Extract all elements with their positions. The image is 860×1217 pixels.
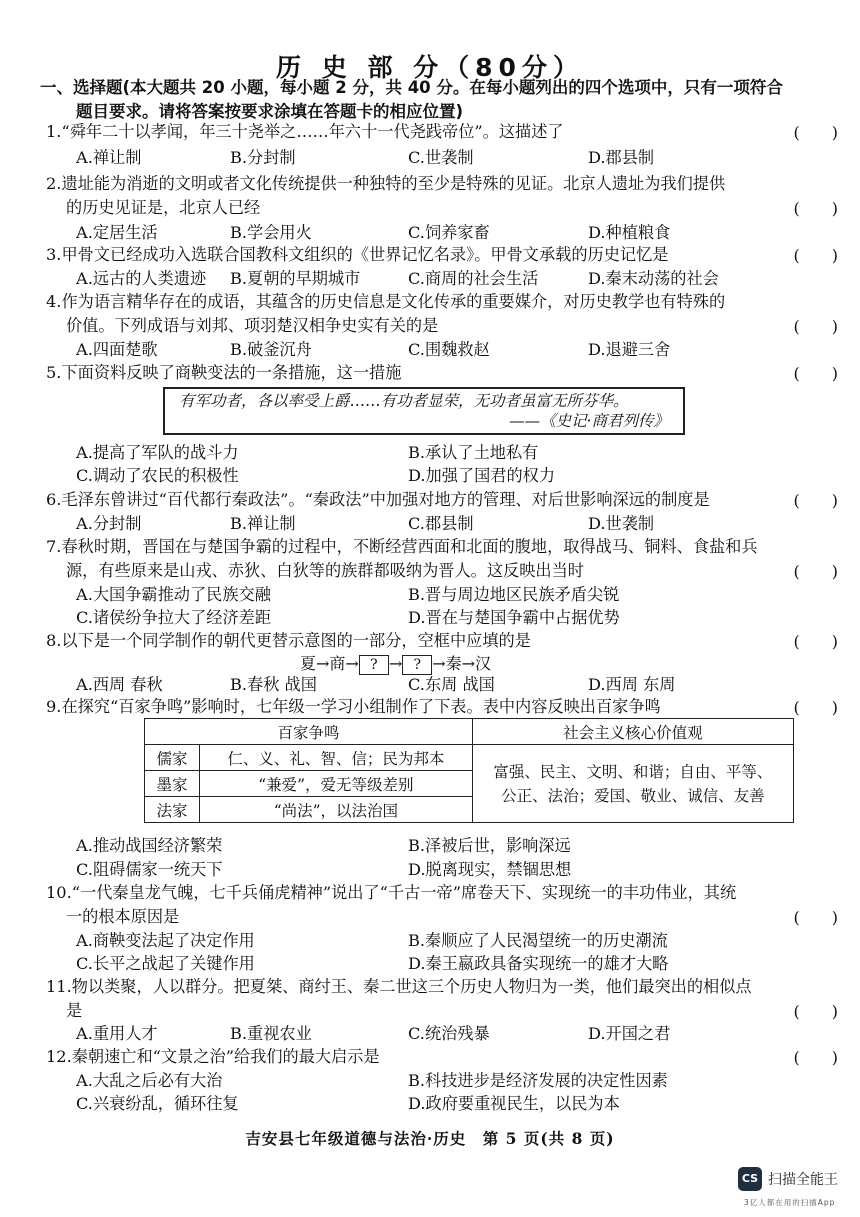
answer-bracket: ( ) (793, 123, 838, 142)
option-c: C.长平之战起了关键作用 (76, 954, 255, 973)
table-header-row (145, 719, 794, 745)
option-b: B.禅让制 (230, 514, 296, 533)
option-a: A.提高了军队的战斗力 (76, 443, 239, 462)
option-a: A.远古的人类遗迹 (76, 269, 207, 288)
idea-cell: “兼爱”，爱无等级差别 (200, 771, 473, 797)
answer-bracket: ( ) (793, 317, 838, 336)
option-b: B.破釜沉舟 (230, 340, 312, 359)
question-10 (46, 881, 806, 929)
question-text: 7.春秋时期，晋国在与楚国争霸的过程中，不断经营西面和北面的腹地，取得战马、铜料、食盐和兵 (46, 537, 758, 556)
option-d: D.晋在与楚国争霸中占据优势 (408, 608, 620, 627)
answer-bracket: ( ) (793, 246, 838, 265)
table-header: 社会主义核心价值观 (472, 719, 793, 745)
answer-bracket: ( ) (793, 199, 838, 218)
question-1 (46, 120, 806, 144)
camscanner-logo-icon: CS (738, 1167, 762, 1191)
option-a: A.推动战国经济繁荣 (76, 836, 223, 855)
dynasty-sequence (300, 651, 491, 675)
option-a: A.大国争霸推动了民族交融 (76, 585, 271, 604)
core-values-line-1: 富强、民主、文明、和谐；自由、平等、 (493, 762, 773, 781)
option-d: D.秦王嬴政具备实现统一的雄才大略 (408, 954, 669, 973)
blank-box-2: ? (402, 655, 432, 675)
option-c: C.统治残暴 (408, 1024, 490, 1043)
answer-bracket: ( ) (793, 908, 838, 927)
option-c: C.诸侯纷争拉大了经济差距 (76, 608, 272, 627)
option-a: A.大乱之后必有大治 (76, 1071, 223, 1090)
question-9 (46, 695, 806, 719)
option-c: C.东周 战国 (408, 675, 495, 694)
option-d: D.开国之君 (588, 1024, 671, 1043)
table-header: 百家争鸣 (145, 719, 473, 745)
answer-bracket: ( ) (793, 562, 838, 581)
question-text: 1.“舜年二十以孝闻，年三十尧举之……年六十一代尧践帝位”。这描述了 (46, 122, 564, 141)
option-b: B.晋与周边地区民族矛盾尖锐 (408, 585, 620, 604)
watermark-tagline: 3亿人都在用的扫描App (744, 1198, 836, 1207)
question-text-cont: 价值。下列成语与刘邦、项羽楚汉相争史实有关的是 (66, 316, 439, 335)
option-d: D.西周 东周 (588, 675, 676, 694)
question-text-cont: 的历史见证是，北京人已经 (66, 198, 261, 217)
table-row (145, 745, 794, 771)
section-line-2: 题目要求。请将答案按要求涂填在答题卡的相应位置) (76, 102, 464, 121)
option-c: C.兴衰纷乱，循环往复 (76, 1094, 239, 1113)
option-c: C.世袭制 (408, 148, 474, 167)
option-b: B.春秋 战国 (230, 675, 317, 694)
section-instructions (40, 76, 810, 124)
question-text: 10.“一代秦皇龙气魄，七千兵俑虎精神”说出了“千古一帝”席卷天下、实现统一的丰功伟业，其统 (46, 883, 737, 902)
option-c: C.商周的社会生活 (408, 269, 539, 288)
question-text: 12.秦朝速亡和“文景之治”给我们的最大启示是 (46, 1047, 380, 1066)
question-4 (46, 290, 806, 338)
answer-bracket: ( ) (793, 1002, 838, 1021)
question-2 (46, 172, 806, 220)
option-a: A.分封制 (76, 514, 142, 533)
option-a: A.商鞅变法起了决定作用 (76, 931, 255, 950)
option-b: B.重视农业 (230, 1024, 312, 1043)
option-a: A.禅让制 (76, 148, 142, 167)
comparison-table (144, 718, 794, 823)
option-a: A.重用人才 (76, 1024, 158, 1043)
blank-box-1: ? (359, 655, 389, 675)
option-d: D.脱离现实，禁锢思想 (408, 860, 572, 879)
quote-source: ——《史记·商君列传》 (509, 412, 669, 430)
option-d: D.种植粮食 (588, 223, 671, 242)
option-d: D.加强了国君的权力 (408, 466, 556, 485)
watermark-brand: 扫描全能王 (768, 1172, 838, 1188)
option-b: B.泽被后世，影响深远 (408, 836, 571, 855)
option-d: D.郡县制 (588, 148, 655, 167)
answer-bracket: ( ) (793, 364, 838, 383)
answer-bracket: ( ) (793, 698, 838, 717)
question-text-cont: 源，有些原来是山戎、赤狄、白狄等的族群都吸纳为晋人。这反映出当时 (66, 561, 584, 580)
question-text: 9.在探究“百家争鸣”影响时，七年级一学习小组制作了下表。表中内容反映出百家争鸣 (46, 697, 661, 716)
question-text: 11.物以类聚，人以群分。把夏桀、商纣王、秦二世这三个历史人物归为一类，他们最突出的相似点 (46, 977, 752, 996)
option-a: A.定居生活 (76, 223, 158, 242)
option-c: C.郡县制 (408, 514, 474, 533)
question-text: 2.遗址能为消逝的文明或者文化传统提供一种独特的至少是特殊的见证。北京人遗址为我们提供 (46, 174, 726, 193)
question-5 (46, 361, 806, 385)
school-cell: 儒家 (145, 745, 200, 771)
option-c: C.调动了农民的积极性 (76, 466, 239, 485)
option-b: B.科技进步是经济发展的决定性因素 (408, 1071, 668, 1090)
question-11 (46, 975, 806, 1023)
question-3 (46, 243, 806, 267)
option-b: B.承认了土地私有 (408, 443, 539, 462)
option-d: D.秦末动荡的社会 (588, 269, 719, 288)
option-b: B.夏朝的早期城市 (230, 269, 361, 288)
sequence-arrow: → (388, 654, 403, 673)
option-c: C.阻碍儒家一统天下 (76, 860, 223, 879)
sequence-end: →秦→汉 (432, 654, 492, 673)
question-text: 6.毛泽东曾讲过“百代都行秦政法”。“秦政法”中加强对地方的管理、对后世影响深远的制度是 (46, 490, 710, 509)
option-d: D.政府要重视民生，以民为本 (408, 1094, 620, 1113)
question-7 (46, 535, 806, 583)
question-8 (46, 629, 806, 653)
option-c: C.饲养家畜 (408, 223, 490, 242)
core-values-cell (472, 745, 793, 823)
question-text: 5.下面资料反映了商鞅变法的一条措施，这一措施 (46, 363, 402, 382)
question-text: 4.作为语言精华存在的成语，其蕴含的历史信息是文化传承的重要媒介，对历史教学也有特殊的 (46, 292, 726, 311)
option-d: D.退避三舍 (588, 340, 671, 359)
section-line-1: 一、选择题(本大题共 20 小题，每小题 2 分，共 40 分。在每小题列出的四个选项中，只有一项符合 (40, 78, 783, 97)
school-cell: 法家 (145, 797, 200, 823)
quote-text: 有军功者，各以率受上爵……有功者显荣，无功者虽富无所芬华。 (179, 392, 629, 410)
answer-bracket: ( ) (793, 491, 838, 510)
question-text: 3.甲骨文已经成功入选联合国教科文组织的《世界记忆名录》。甲骨文承载的历史记忆是 (46, 245, 669, 264)
option-a: A.四面楚歌 (76, 340, 158, 359)
option-b: B.学会用火 (230, 223, 312, 242)
question-6 (46, 488, 806, 512)
option-a: A.西周 春秋 (76, 675, 163, 694)
answer-bracket: ( ) (793, 1048, 838, 1067)
question-text-cont: 是 (66, 1001, 83, 1020)
question-text: 8.以下是一个同学制作的朝代更替示意图的一部分，空框中应填的是 (46, 631, 531, 650)
option-d: D.世袭制 (588, 514, 655, 533)
scanner-watermark (738, 1167, 853, 1213)
page-footer: 吉安县七年级道德与法治·历史 第 5 页(共 8 页) (245, 1129, 615, 1148)
option-c: C.围魏救赵 (408, 340, 490, 359)
sequence-start: 夏→商→ (300, 654, 359, 673)
idea-cell: 仁、义、礼、智、信；民为邦本 (200, 745, 473, 771)
idea-cell: “尚法”，以法治国 (200, 797, 473, 823)
school-cell: 墨家 (145, 771, 200, 797)
option-b: B.秦顺应了人民渴望统一的历史潮流 (408, 931, 668, 950)
question-12 (46, 1045, 806, 1069)
source-quote-box (163, 387, 685, 435)
option-b: B.分封制 (230, 148, 296, 167)
question-text-cont: 一的根本原因是 (66, 907, 180, 926)
page-title: 历 史 部 分（80分） (276, 53, 584, 82)
core-values-line-2: 公正、法治；爱国、敬业、诚信、友善 (501, 786, 765, 805)
answer-bracket: ( ) (793, 632, 838, 651)
